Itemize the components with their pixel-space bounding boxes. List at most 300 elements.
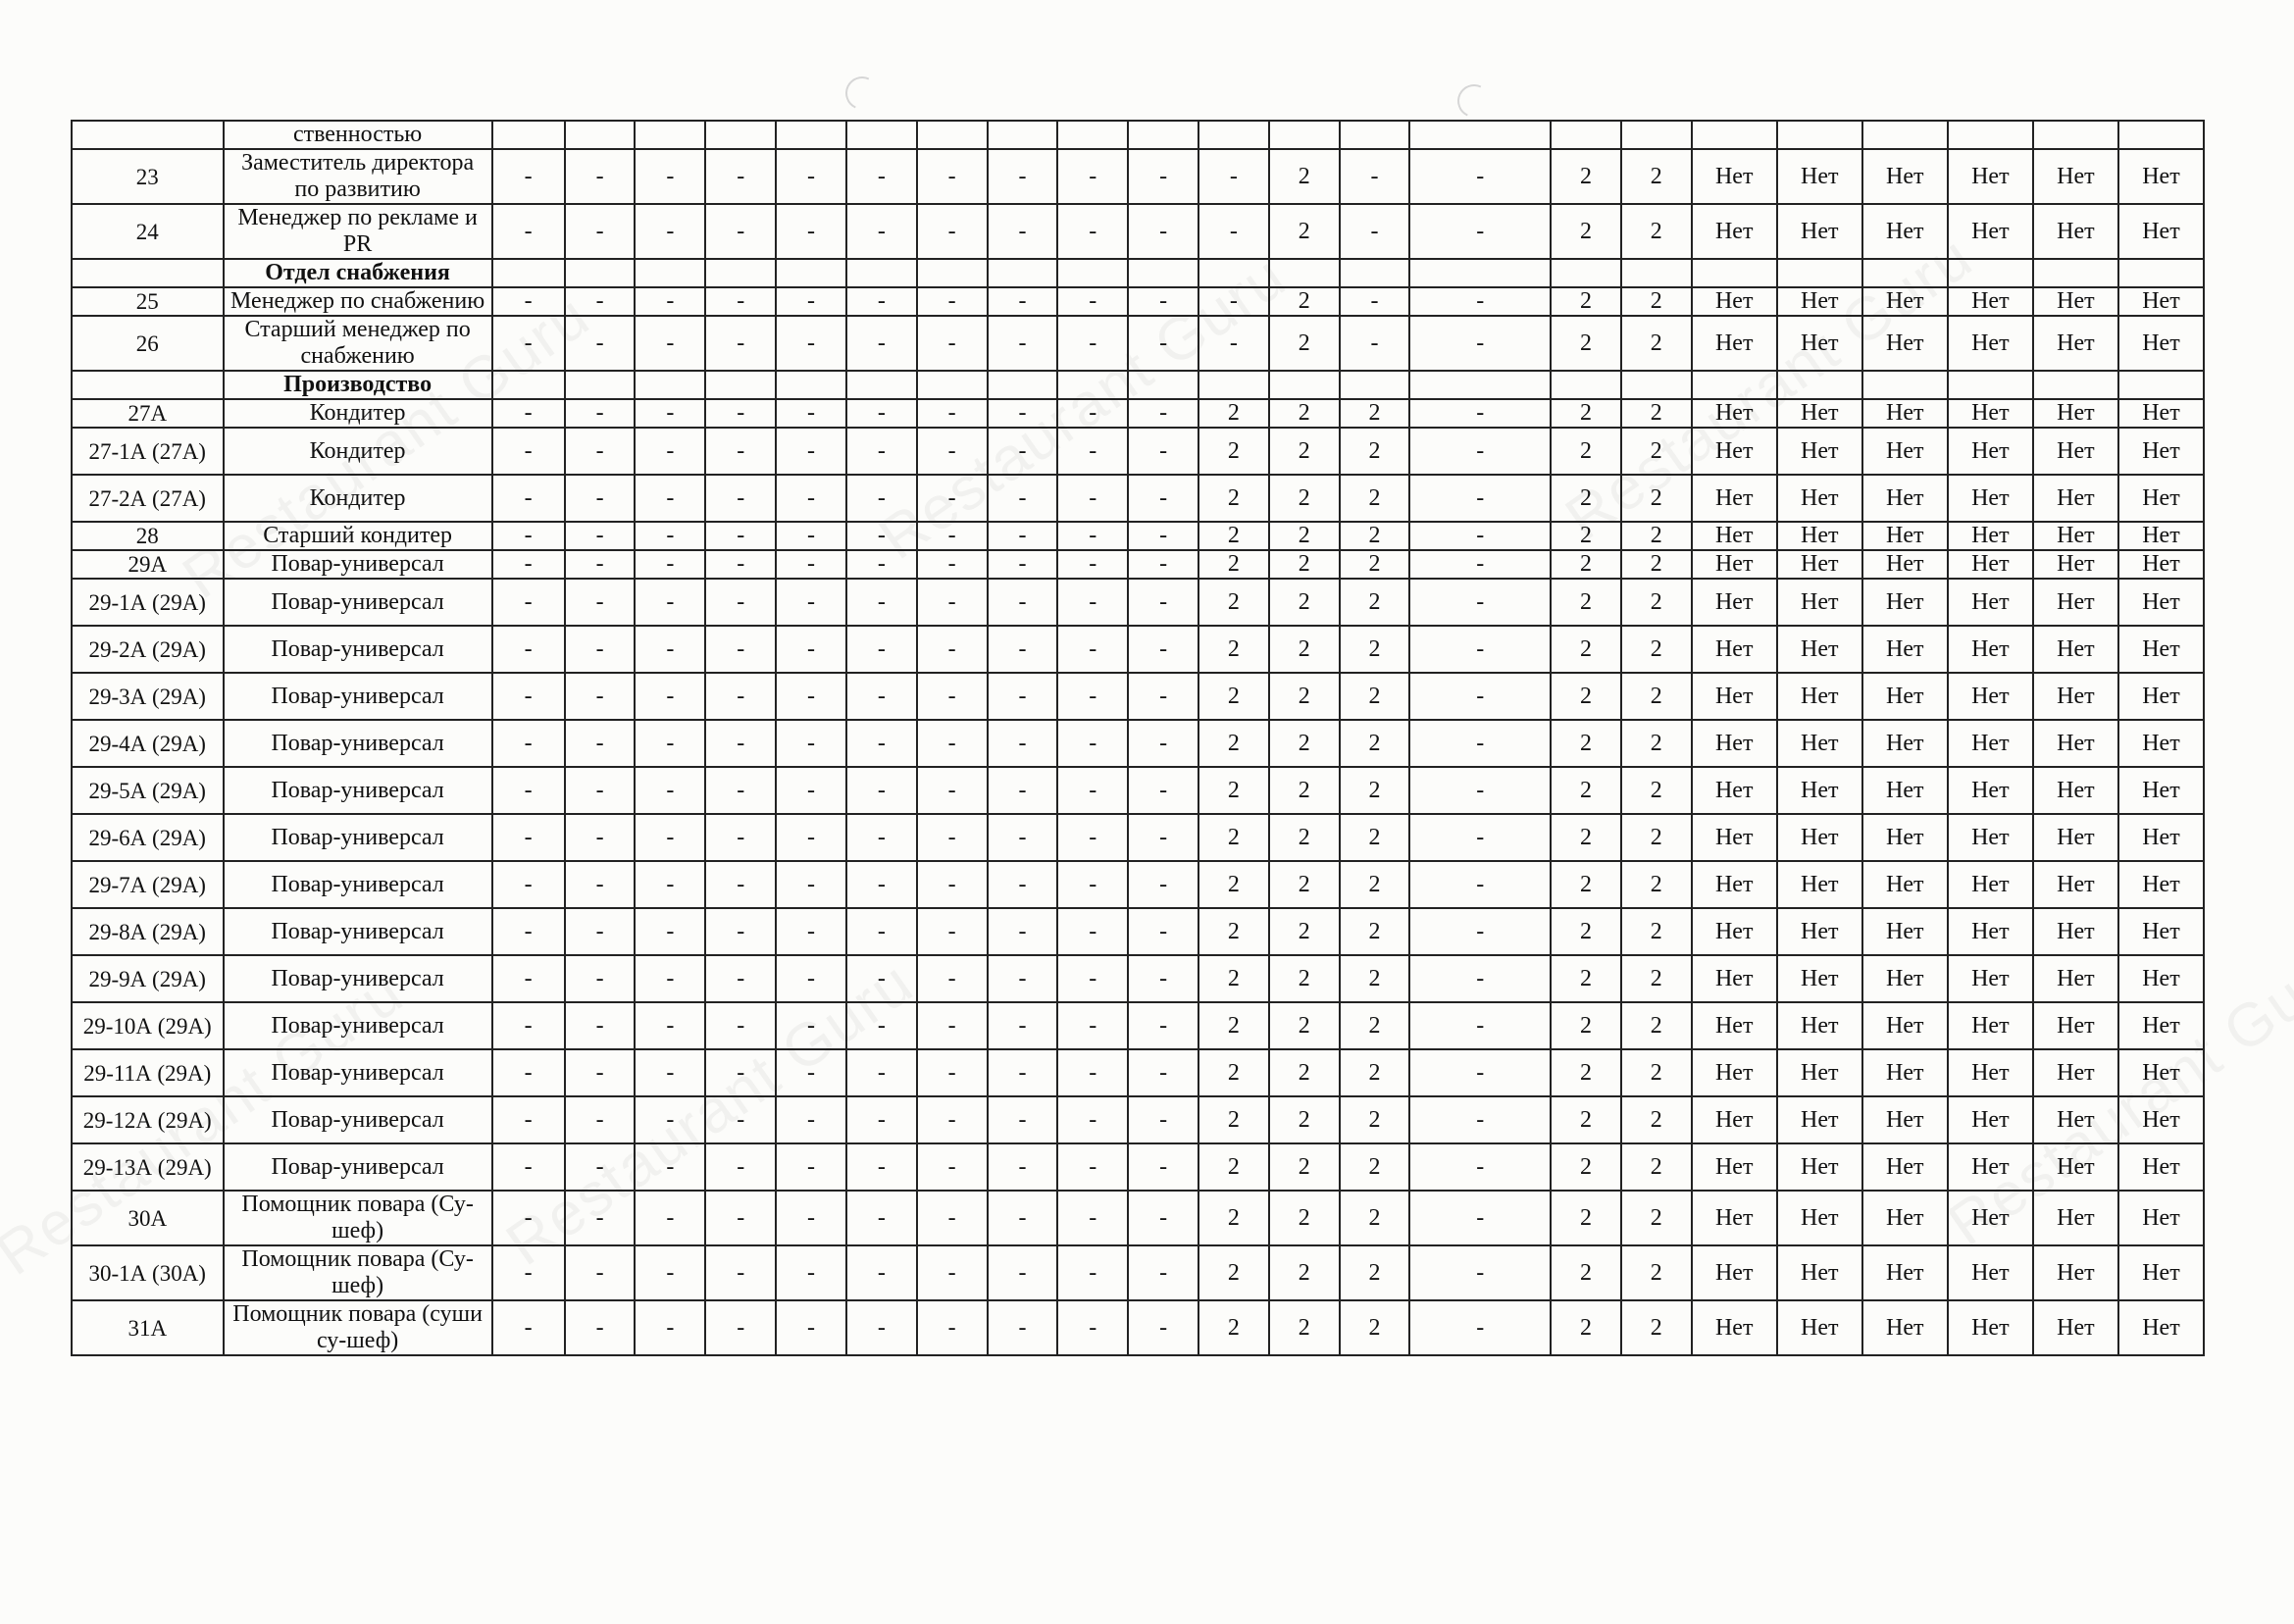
value-cell: 2: [1198, 1049, 1269, 1096]
value-cell: 2: [1621, 287, 1692, 316]
value-cell: -: [565, 550, 636, 579]
value-cell: 2: [1198, 522, 1269, 550]
value-cell: -: [1057, 550, 1128, 579]
value-cell: -: [1057, 1143, 1128, 1191]
value-cell: Нет: [1862, 1002, 1948, 1049]
value-cell: -: [705, 550, 776, 579]
value-cell: Нет: [2033, 1049, 2118, 1096]
value-cell: -: [492, 475, 565, 522]
value-cell: -: [776, 626, 846, 673]
value-cell: Нет: [1862, 814, 1948, 861]
value-cell: -: [565, 626, 636, 673]
value-cell: 2: [1269, 1245, 1340, 1300]
value-cell: [776, 259, 846, 287]
value-cell: Нет: [1862, 673, 1948, 720]
row-number: 29-3А (29А): [72, 673, 224, 720]
value-cell: -: [846, 287, 917, 316]
value-cell: -: [1128, 316, 1198, 371]
value-cell: 2: [1621, 1002, 1692, 1049]
value-cell: 2: [1340, 428, 1410, 475]
value-cell: -: [776, 475, 846, 522]
position-name: Повар-универсал: [224, 814, 492, 861]
value-cell: -: [1409, 955, 1551, 1002]
value-cell: -: [776, 861, 846, 908]
value-cell: -: [492, 955, 565, 1002]
value-cell: -: [917, 1096, 988, 1143]
value-cell: -: [565, 908, 636, 955]
value-cell: -: [635, 1143, 705, 1191]
value-cell: Нет: [1777, 908, 1862, 955]
value-cell: Нет: [1777, 861, 1862, 908]
value-cell: -: [776, 550, 846, 579]
value-cell: [492, 121, 565, 149]
value-cell: -: [565, 1245, 636, 1300]
value-cell: -: [1057, 475, 1128, 522]
value-cell: Нет: [2118, 1245, 2204, 1300]
position-name: Повар-универсал: [224, 579, 492, 626]
value-cell: -: [988, 428, 1058, 475]
value-cell: [1551, 259, 1621, 287]
value-cell: -: [988, 1143, 1058, 1191]
value-cell: -: [705, 1143, 776, 1191]
value-cell: [1057, 121, 1128, 149]
value-cell: Нет: [2118, 1002, 2204, 1049]
value-cell: -: [1057, 767, 1128, 814]
value-cell: -: [705, 149, 776, 204]
table-row: [72, 673, 2204, 720]
value-cell: -: [1128, 1049, 1198, 1096]
value-cell: -: [492, 626, 565, 673]
value-cell: 2: [1621, 908, 1692, 955]
value-cell: Нет: [1692, 579, 1777, 626]
value-cell: 2: [1198, 626, 1269, 673]
value-cell: [1948, 121, 2033, 149]
value-cell: -: [565, 204, 636, 259]
value-cell: Нет: [1948, 720, 2033, 767]
value-cell: 2: [1198, 720, 1269, 767]
table-row: [72, 861, 2204, 908]
value-cell: [1621, 121, 1692, 149]
value-cell: Нет: [2118, 316, 2204, 371]
position-name: Повар-универсал: [224, 955, 492, 1002]
value-cell: [1409, 121, 1551, 149]
position-name: Повар-универсал: [224, 908, 492, 955]
value-cell: 2: [1340, 626, 1410, 673]
value-cell: -: [776, 204, 846, 259]
value-cell: [917, 259, 988, 287]
row-number: 27-2А (27А): [72, 475, 224, 522]
value-cell: -: [988, 399, 1058, 428]
value-cell: -: [1128, 767, 1198, 814]
value-cell: -: [917, 475, 988, 522]
value-cell: [917, 121, 988, 149]
value-cell: Нет: [2033, 1096, 2118, 1143]
value-cell: Нет: [1692, 955, 1777, 1002]
value-cell: -: [1409, 626, 1551, 673]
row-number: 29-12А (29А): [72, 1096, 224, 1143]
table-row: [72, 428, 2204, 475]
value-cell: -: [917, 428, 988, 475]
value-cell: -: [492, 522, 565, 550]
position-name: Кондитер: [224, 475, 492, 522]
value-cell: Нет: [2118, 579, 2204, 626]
value-cell: -: [1128, 1300, 1198, 1355]
value-cell: Нет: [1862, 475, 1948, 522]
value-cell: -: [776, 955, 846, 1002]
value-cell: -: [846, 1191, 917, 1245]
value-cell: Нет: [1948, 287, 2033, 316]
value-cell: -: [988, 1096, 1058, 1143]
value-cell: [917, 371, 988, 399]
value-cell: Нет: [2118, 720, 2204, 767]
value-cell: Нет: [1777, 1002, 1862, 1049]
value-cell: 2: [1551, 287, 1621, 316]
value-cell: -: [988, 861, 1058, 908]
value-cell: -: [1340, 287, 1410, 316]
value-cell: 2: [1340, 550, 1410, 579]
value-cell: 2: [1551, 814, 1621, 861]
value-cell: 2: [1551, 673, 1621, 720]
value-cell: 2: [1340, 720, 1410, 767]
position-name: Повар-универсал: [224, 626, 492, 673]
value-cell: -: [1340, 149, 1410, 204]
value-cell: Нет: [1692, 316, 1777, 371]
section-heading: Производство: [224, 371, 492, 399]
position-name: Помощник повара (Су-шеф): [224, 1191, 492, 1245]
value-cell: -: [635, 673, 705, 720]
value-cell: -: [492, 908, 565, 955]
value-cell: -: [565, 428, 636, 475]
value-cell: 2: [1621, 861, 1692, 908]
value-cell: -: [635, 579, 705, 626]
value-cell: 2: [1621, 428, 1692, 475]
value-cell: [1198, 371, 1269, 399]
value-cell: -: [917, 720, 988, 767]
row-number: [72, 259, 224, 287]
value-cell: 2: [1340, 673, 1410, 720]
value-cell: [1409, 371, 1551, 399]
value-cell: 2: [1621, 550, 1692, 579]
table-row: [72, 626, 2204, 673]
value-cell: -: [1409, 204, 1551, 259]
value-cell: -: [492, 428, 565, 475]
value-cell: -: [1409, 475, 1551, 522]
table-row: [72, 121, 2204, 149]
value-cell: -: [988, 579, 1058, 626]
value-cell: Нет: [2118, 908, 2204, 955]
row-number: 27А: [72, 399, 224, 428]
value-cell: 2: [1198, 1143, 1269, 1191]
value-cell: [1198, 121, 1269, 149]
value-cell: -: [492, 1096, 565, 1143]
row-number: 29-8А (29А): [72, 908, 224, 955]
value-cell: 2: [1340, 399, 1410, 428]
row-number: 27-1А (27А): [72, 428, 224, 475]
value-cell: Нет: [1692, 767, 1777, 814]
value-cell: Нет: [1777, 550, 1862, 579]
value-cell: Нет: [1692, 550, 1777, 579]
value-cell: -: [988, 522, 1058, 550]
value-cell: Нет: [1862, 399, 1948, 428]
value-cell: 2: [1621, 399, 1692, 428]
row-number: 29-5А (29А): [72, 767, 224, 814]
value-cell: Нет: [1777, 720, 1862, 767]
value-cell: Нет: [1948, 1096, 2033, 1143]
value-cell: Нет: [1692, 287, 1777, 316]
value-cell: Нет: [2033, 550, 2118, 579]
value-cell: -: [1409, 1049, 1551, 1096]
value-cell: -: [988, 814, 1058, 861]
value-cell: Нет: [2033, 955, 2118, 1002]
value-cell: -: [1128, 955, 1198, 1002]
value-cell: 2: [1269, 428, 1340, 475]
value-cell: Нет: [2118, 1191, 2204, 1245]
value-cell: -: [635, 522, 705, 550]
row-number: 29-2А (29А): [72, 626, 224, 673]
value-cell: -: [492, 550, 565, 579]
value-cell: -: [1409, 673, 1551, 720]
value-cell: -: [988, 720, 1058, 767]
value-cell: Нет: [2033, 287, 2118, 316]
value-cell: [1777, 259, 1862, 287]
table-row: [72, 1143, 2204, 1191]
value-cell: -: [1409, 814, 1551, 861]
value-cell: Нет: [1862, 908, 1948, 955]
value-cell: Нет: [2118, 955, 2204, 1002]
value-cell: Нет: [2033, 149, 2118, 204]
value-cell: -: [846, 1143, 917, 1191]
value-cell: -: [988, 204, 1058, 259]
value-cell: -: [1057, 149, 1128, 204]
value-cell: -: [1409, 579, 1551, 626]
value-cell: -: [492, 579, 565, 626]
table-row: [72, 475, 2204, 522]
table-row: [72, 287, 2204, 316]
value-cell: 2: [1621, 1096, 1692, 1143]
value-cell: -: [565, 955, 636, 1002]
value-cell: -: [917, 399, 988, 428]
value-cell: 2: [1269, 399, 1340, 428]
value-cell: -: [1128, 673, 1198, 720]
row-number: 29-4А (29А): [72, 720, 224, 767]
value-cell: Нет: [2033, 908, 2118, 955]
value-cell: Нет: [2118, 428, 2204, 475]
value-cell: [846, 121, 917, 149]
position-name: Менеджер по рекламе и PR: [224, 204, 492, 259]
value-cell: -: [988, 626, 1058, 673]
value-cell: [1198, 259, 1269, 287]
value-cell: [1948, 371, 2033, 399]
value-cell: -: [1409, 1143, 1551, 1191]
value-cell: 2: [1621, 149, 1692, 204]
value-cell: Нет: [2118, 287, 2204, 316]
value-cell: -: [846, 955, 917, 1002]
value-cell: -: [846, 1049, 917, 1096]
value-cell: -: [565, 399, 636, 428]
value-cell: 2: [1621, 626, 1692, 673]
value-cell: -: [1409, 720, 1551, 767]
value-cell: [1128, 371, 1198, 399]
value-cell: Нет: [1948, 626, 2033, 673]
value-cell: Нет: [1948, 955, 2033, 1002]
value-cell: -: [917, 316, 988, 371]
value-cell: [1340, 121, 1410, 149]
value-cell: -: [635, 955, 705, 1002]
value-cell: 2: [1551, 579, 1621, 626]
row-number: 29-9А (29А): [72, 955, 224, 1002]
position-name: Заместитель директора по развитию: [224, 149, 492, 204]
value-cell: [1621, 259, 1692, 287]
value-cell: -: [565, 673, 636, 720]
value-cell: [635, 371, 705, 399]
value-cell: -: [705, 475, 776, 522]
value-cell: -: [1057, 720, 1128, 767]
value-cell: -: [988, 550, 1058, 579]
value-cell: 2: [1551, 1191, 1621, 1245]
value-cell: [846, 371, 917, 399]
value-cell: -: [1409, 1300, 1551, 1355]
value-cell: Нет: [1692, 908, 1777, 955]
value-cell: Нет: [2118, 861, 2204, 908]
value-cell: Нет: [1777, 1143, 1862, 1191]
value-cell: 2: [1198, 767, 1269, 814]
value-cell: Нет: [1777, 399, 1862, 428]
value-cell: -: [776, 908, 846, 955]
value-cell: -: [705, 1049, 776, 1096]
value-cell: Нет: [2033, 626, 2118, 673]
value-cell: Нет: [1777, 287, 1862, 316]
value-cell: -: [988, 767, 1058, 814]
value-cell: [1269, 371, 1340, 399]
value-cell: -: [705, 767, 776, 814]
value-cell: 2: [1551, 626, 1621, 673]
value-cell: 2: [1269, 720, 1340, 767]
value-cell: -: [1198, 204, 1269, 259]
value-cell: 2: [1269, 626, 1340, 673]
value-cell: -: [492, 1300, 565, 1355]
value-cell: Нет: [1862, 1300, 1948, 1355]
value-cell: Нет: [1948, 428, 2033, 475]
value-cell: [1340, 371, 1410, 399]
value-cell: Нет: [2118, 550, 2204, 579]
value-cell: [565, 371, 636, 399]
value-cell: 2: [1198, 673, 1269, 720]
value-cell: [492, 259, 565, 287]
value-cell: -: [917, 522, 988, 550]
value-cell: -: [776, 1245, 846, 1300]
value-cell: [565, 121, 636, 149]
value-cell: -: [635, 550, 705, 579]
value-cell: -: [1409, 767, 1551, 814]
value-cell: -: [1409, 1191, 1551, 1245]
value-cell: -: [705, 626, 776, 673]
value-cell: Нет: [2033, 814, 2118, 861]
value-cell: -: [565, 579, 636, 626]
value-cell: -: [565, 149, 636, 204]
value-cell: -: [492, 316, 565, 371]
staff-table-body: [72, 121, 2204, 1355]
value-cell: -: [705, 861, 776, 908]
value-cell: -: [917, 955, 988, 1002]
value-cell: -: [492, 149, 565, 204]
value-cell: Нет: [1948, 316, 2033, 371]
value-cell: Нет: [1862, 204, 1948, 259]
value-cell: 2: [1551, 1096, 1621, 1143]
value-cell: Нет: [1948, 1300, 2033, 1355]
value-cell: Нет: [2033, 579, 2118, 626]
value-cell: -: [635, 814, 705, 861]
punch-hole-left: [841, 72, 884, 115]
value-cell: [776, 121, 846, 149]
value-cell: Нет: [1862, 955, 1948, 1002]
position-name: Старший менеджер по снабжению: [224, 316, 492, 371]
value-cell: [1409, 259, 1551, 287]
value-cell: -: [776, 1002, 846, 1049]
value-cell: -: [988, 1300, 1058, 1355]
value-cell: 2: [1340, 522, 1410, 550]
value-cell: 2: [1551, 204, 1621, 259]
value-cell: Нет: [2118, 204, 2204, 259]
value-cell: Нет: [2033, 1191, 2118, 1245]
row-number: 24: [72, 204, 224, 259]
value-cell: Нет: [1948, 1049, 2033, 1096]
value-cell: -: [1057, 955, 1128, 1002]
value-cell: -: [846, 908, 917, 955]
value-cell: -: [1409, 1002, 1551, 1049]
value-cell: Нет: [1777, 149, 1862, 204]
value-cell: 2: [1340, 955, 1410, 1002]
value-cell: -: [846, 550, 917, 579]
row-number: 31А: [72, 1300, 224, 1355]
value-cell: 2: [1621, 579, 1692, 626]
value-cell: Нет: [1777, 204, 1862, 259]
value-cell: -: [1409, 861, 1551, 908]
table-row: [72, 1096, 2204, 1143]
value-cell: -: [1128, 1143, 1198, 1191]
table-row: [72, 908, 2204, 955]
value-cell: 2: [1269, 814, 1340, 861]
value-cell: -: [635, 1002, 705, 1049]
value-cell: [2118, 371, 2204, 399]
value-cell: [705, 371, 776, 399]
value-cell: -: [492, 1002, 565, 1049]
value-cell: -: [1409, 149, 1551, 204]
value-cell: 2: [1198, 1300, 1269, 1355]
value-cell: -: [1057, 428, 1128, 475]
value-cell: Нет: [1692, 673, 1777, 720]
value-cell: -: [846, 1300, 917, 1355]
value-cell: 2: [1269, 673, 1340, 720]
value-cell: -: [846, 626, 917, 673]
value-cell: -: [635, 316, 705, 371]
value-cell: Нет: [1862, 316, 1948, 371]
value-cell: -: [1057, 316, 1128, 371]
value-cell: Нет: [1862, 550, 1948, 579]
value-cell: -: [1057, 673, 1128, 720]
value-cell: 2: [1269, 1049, 1340, 1096]
position-name: ственностью: [224, 121, 492, 149]
value-cell: Нет: [2033, 1300, 2118, 1355]
value-cell: 2: [1198, 475, 1269, 522]
value-cell: -: [988, 1245, 1058, 1300]
value-cell: [988, 121, 1058, 149]
value-cell: -: [1057, 1245, 1128, 1300]
value-cell: -: [917, 1191, 988, 1245]
value-cell: 2: [1621, 720, 1692, 767]
value-cell: -: [776, 1143, 846, 1191]
value-cell: -: [1128, 720, 1198, 767]
row-number: [72, 121, 224, 149]
